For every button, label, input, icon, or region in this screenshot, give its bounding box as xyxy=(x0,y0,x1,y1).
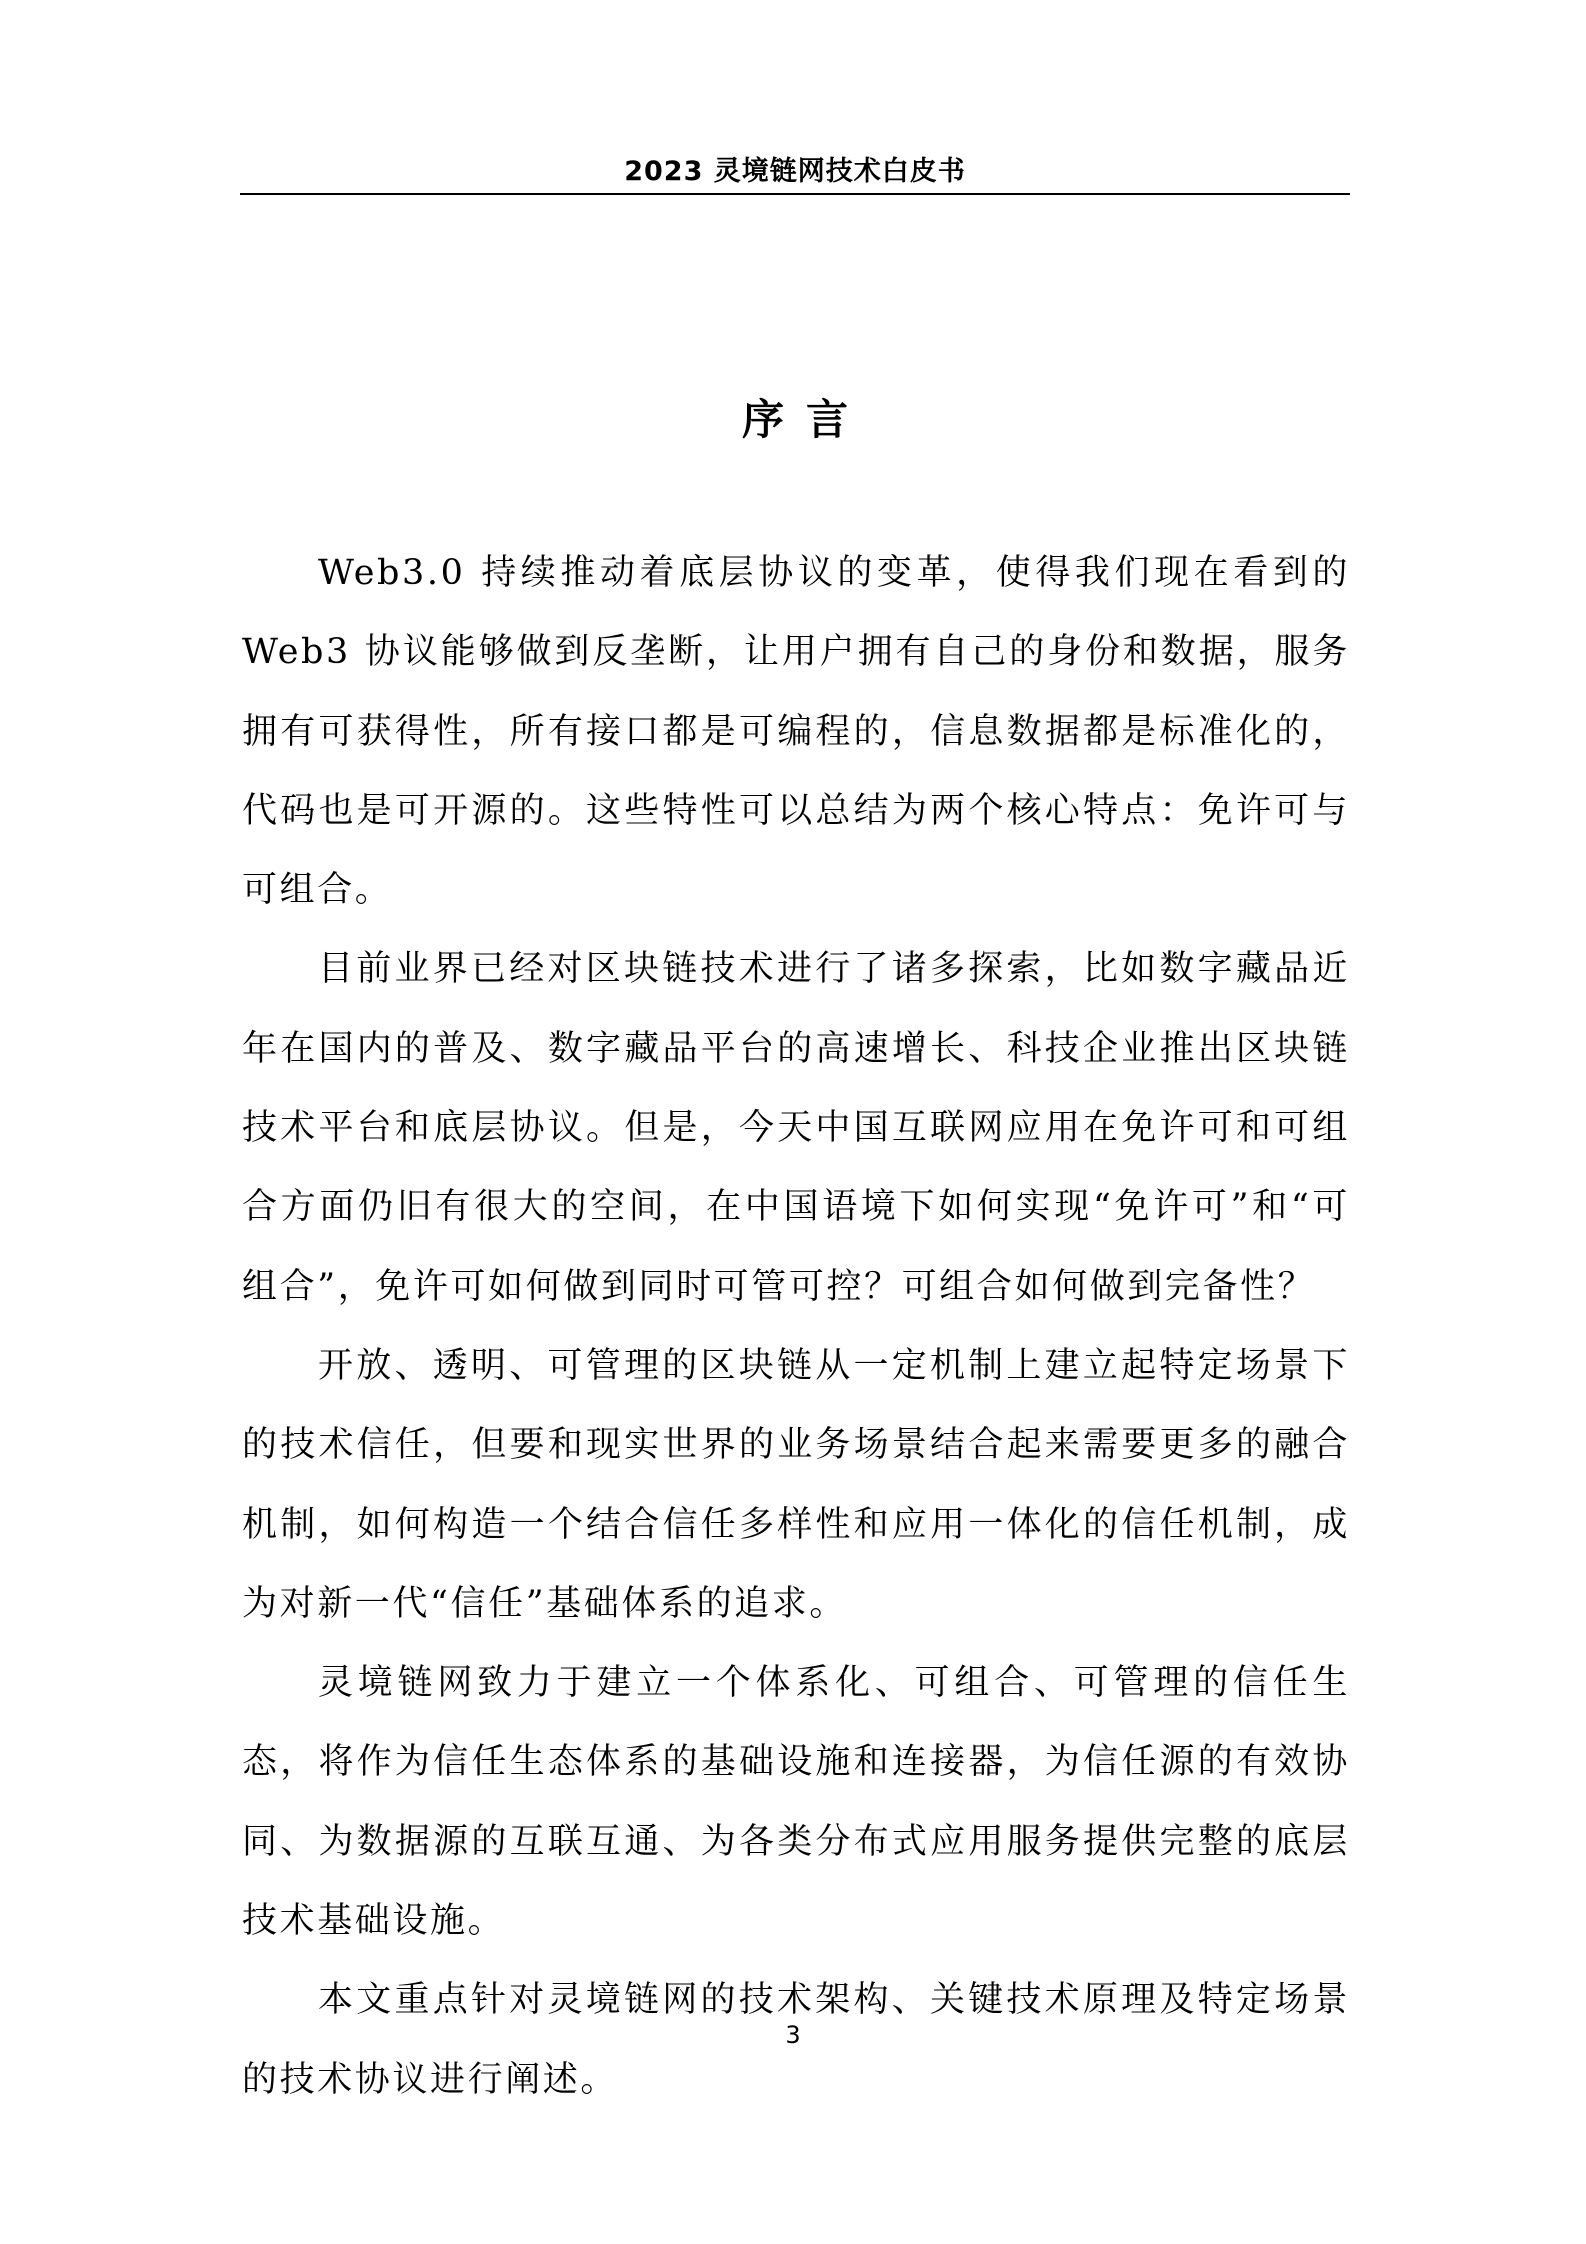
paragraph: Web3.0 持续推动着底层协议的变革，使得我们现在看到的 Web3 协议能够做到反垄断，让用户拥有自己的身份和数据，服务拥有可获得性，所有接口都是可编程的，信息数据都是标准化的，代码也是可开源的。这些特性可以总结为两个核心特点：免许可与可组合。 xyxy=(242,553,1350,911)
section-title: 序言 xyxy=(741,395,870,444)
paragraph: 本文重点针对灵境链网的技术架构、关键技术原理及特定场景的技术协议进行阐述。 xyxy=(242,1980,1350,2100)
paragraph: 目前业界已经对区块链技术进行了诸多探索，比如数字藏品近年在国内的普及、数字藏品平台的高速增长、科技企业推出区块链技术平台和底层协议。但是，今天中国互联网应用在免许可和可组合方面仍旧有很大的空间，在中国语境下如何实现“免许可”和“可组合”，免许可如何做到同时可管可控？可组合如何做到完备性？ xyxy=(242,949,1350,1307)
running-header: 2023 灵境链网技术白皮书 xyxy=(624,156,966,187)
body-text xyxy=(242,534,1350,2120)
paragraph: 灵境链网致力于建立一个体系化、可组合、可管理的信任生态，将作为信任生态体系的基础设施和连接器，为信任源的有效协同、为数据源的互联互通、为各类分布式应用服务提供完整的底层技术基础设施。 xyxy=(242,1663,1350,1942)
page-number: 3 xyxy=(785,2021,801,2049)
header-rule xyxy=(240,193,1350,195)
paragraph: 开放、透明、可管理的区块链从一定机制上建立起特定场景下的技术信任，但要和现实世界的业务场景结合起来需要更多的融合机制，如何构造一个结合信任多样性和应用一体化的信任机制，成为对新一代“信任”基础体系的追求。 xyxy=(242,1345,1350,1624)
